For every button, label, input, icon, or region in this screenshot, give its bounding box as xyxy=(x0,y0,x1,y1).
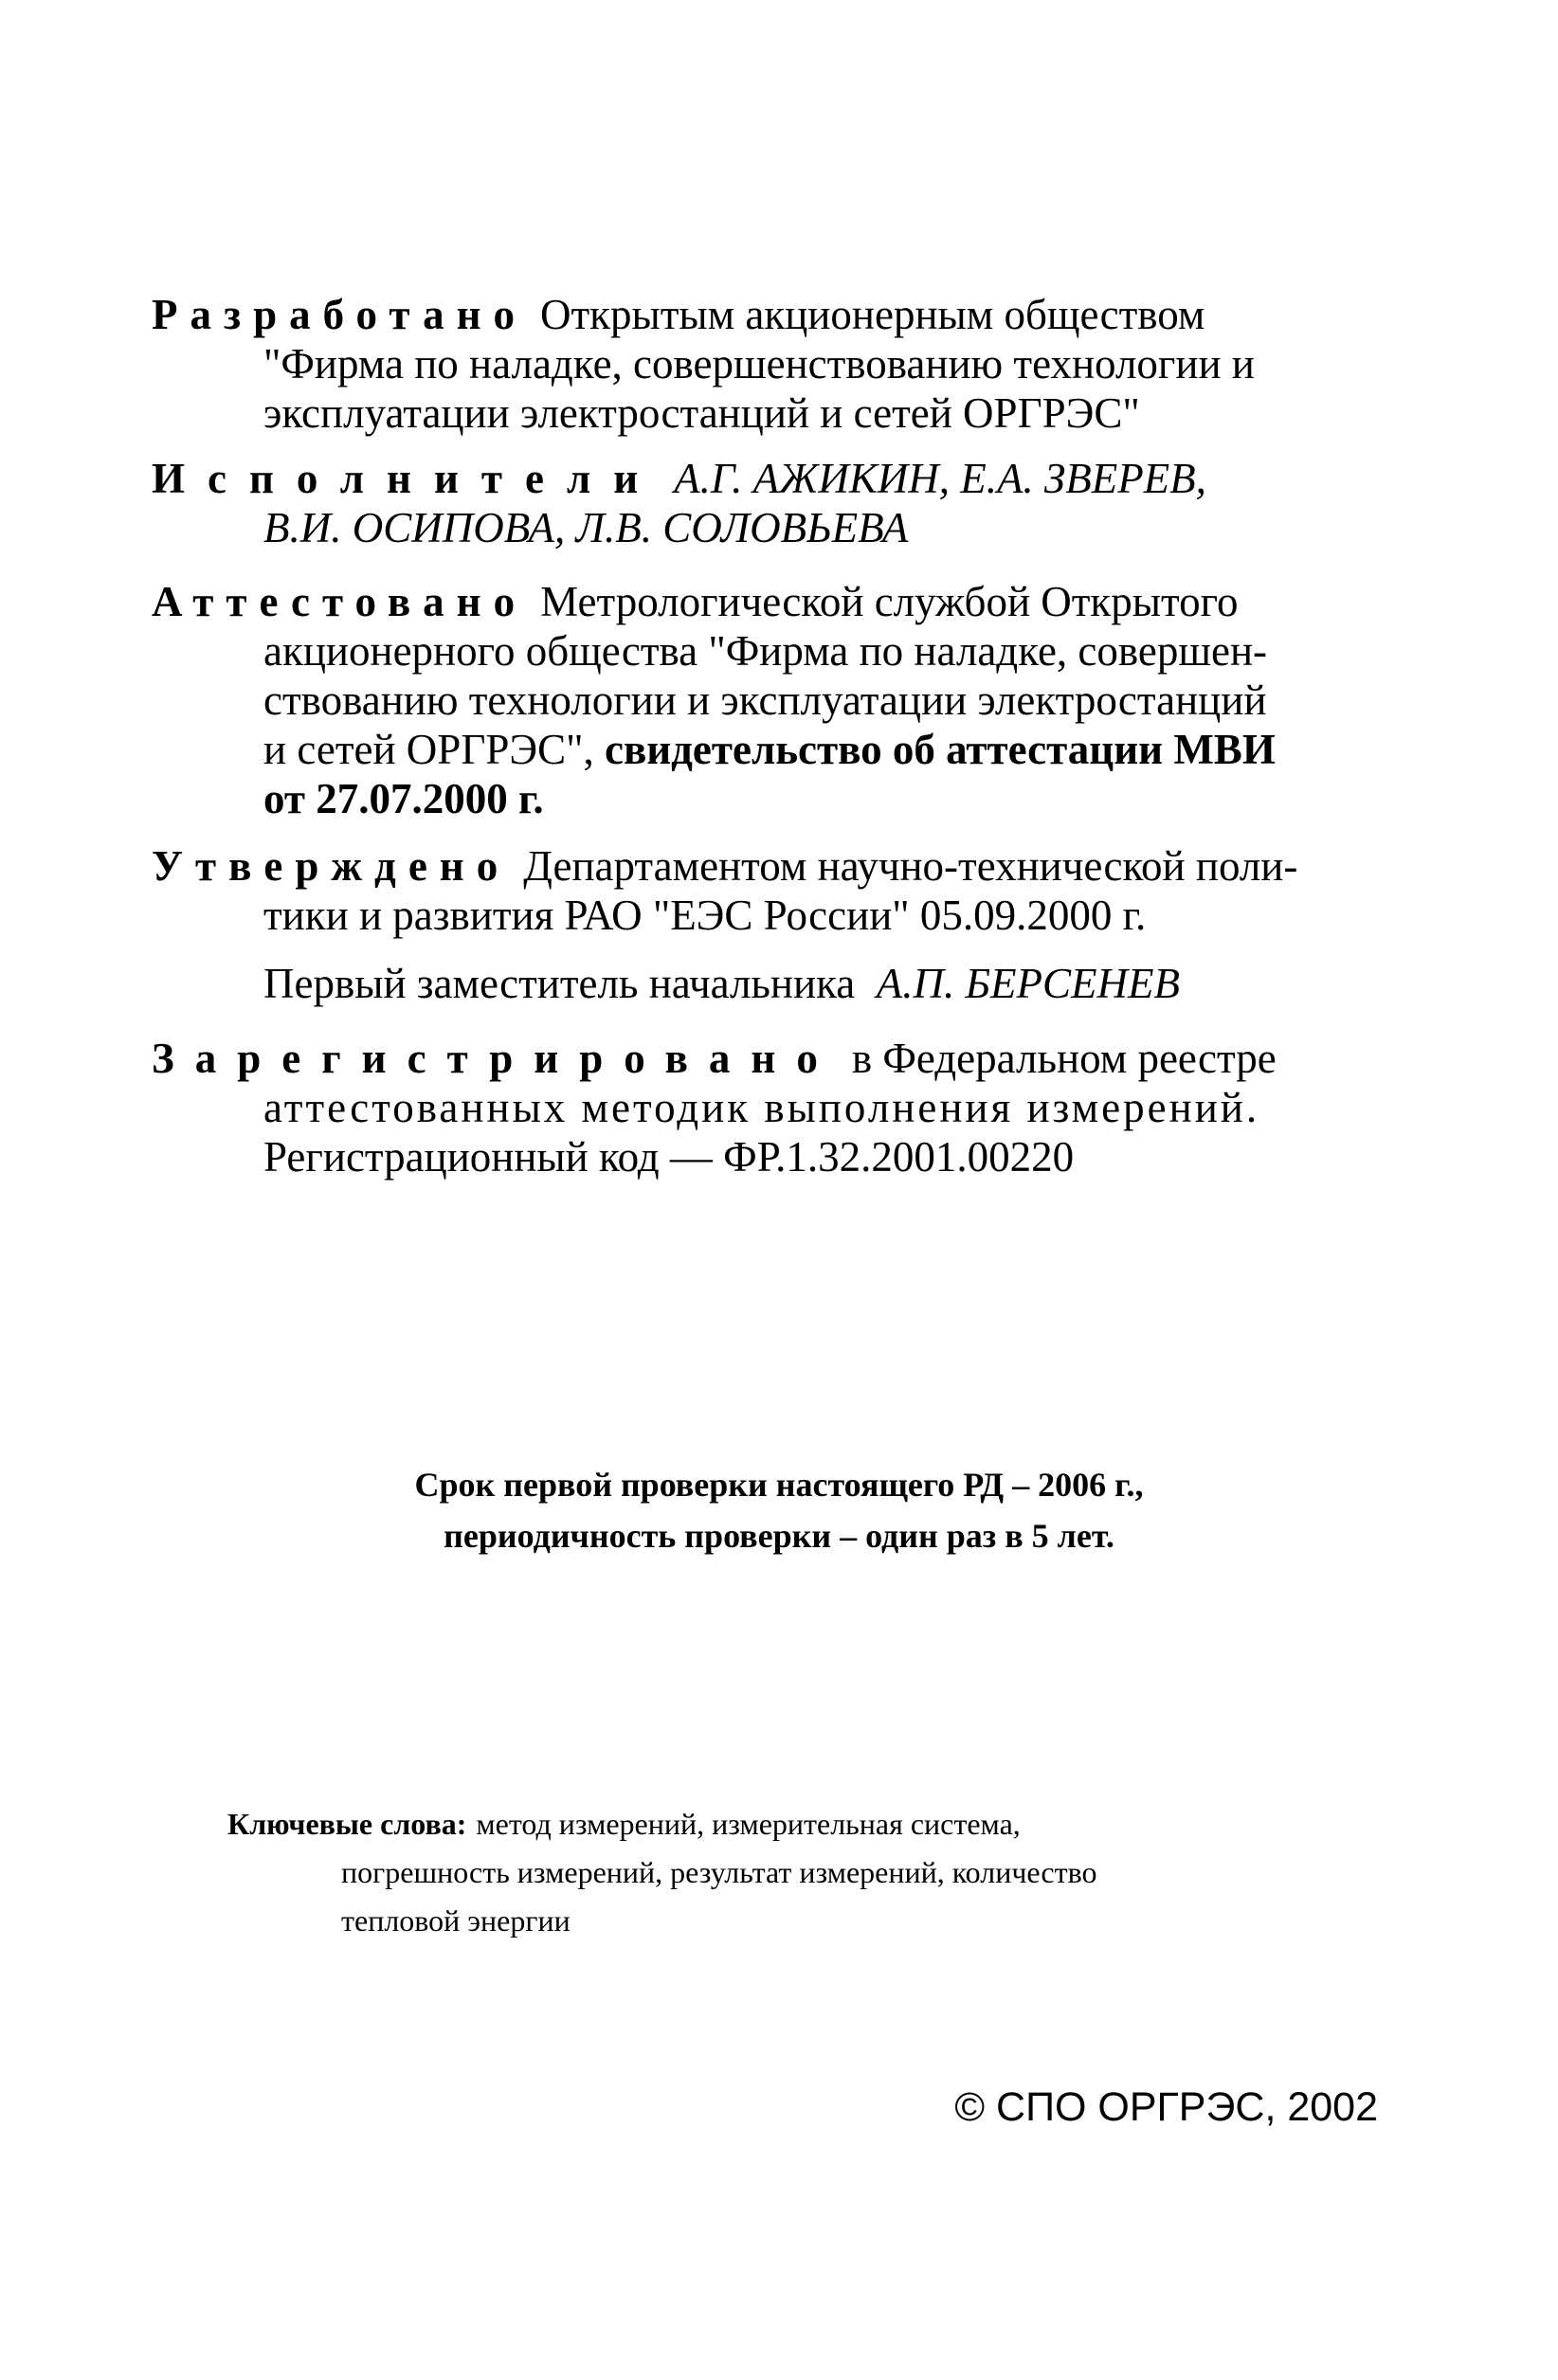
keywords-line2: погрешность измерений, результат измерений, количество xyxy=(341,1855,1097,1889)
attested-line1: Метрологической службой Открытого xyxy=(540,578,1239,625)
approved-line2: тики и развития РАО "ЕЭС России" 05.09.2000 г. xyxy=(263,892,1147,939)
keywords-line1: метод измерений, измерительная система, xyxy=(476,1807,1021,1841)
copyright-notice: © СПО ОРГРЭС, 2002 xyxy=(954,2084,1378,2130)
attested-key: Аттестовано xyxy=(152,578,528,625)
developed-line1: Открытым акционерным обществом xyxy=(540,291,1205,338)
approved-line1: Департаментом научно-технической поли- xyxy=(523,842,1298,890)
attested-line2: акционерного общества "Фирма по наладке, совершен- xyxy=(263,627,1268,675)
approved-entry xyxy=(152,841,1374,940)
developed-key: Разработано xyxy=(152,291,527,338)
deputy-title: Первый заместитель начальника xyxy=(263,960,856,1007)
keywords-label: Ключевые слова: xyxy=(227,1807,467,1841)
check-note-line1: Срок первой проверки настоящего РД – 2006 г., xyxy=(414,1466,1144,1504)
developed-line3: эксплуатации электростанций и сетей ОРГРЭС" xyxy=(263,389,1140,437)
check-note-line2: периодичность проверки – один раз в 5 лет. xyxy=(444,1517,1114,1555)
approved-key: Утверждено xyxy=(152,842,511,890)
developed-entry xyxy=(152,290,1374,438)
executors-entry xyxy=(152,454,1374,552)
attested-entry xyxy=(152,577,1374,823)
attested-line4b: свидетельство об аттестации МВИ xyxy=(604,726,1276,773)
attested-line5: от 27.07.2000 г. xyxy=(263,775,544,822)
attested-line3: ствованию технологии и эксплуатации электростанций xyxy=(263,676,1267,724)
registered-line2: аттестованных методик выполнения измерений. xyxy=(263,1084,1260,1131)
keywords-block xyxy=(227,1800,1374,1945)
registered-entry xyxy=(152,1034,1374,1181)
keywords-line3: тепловой энергии xyxy=(341,1903,571,1938)
registered-line1: в Федеральном реестре xyxy=(851,1035,1277,1082)
executors-line1: А.Г. АЖИКИН, Е.А. ЗВЕРЕВ, xyxy=(674,455,1206,502)
deputy-entry xyxy=(152,959,1374,1008)
registered-line3: Регистрационный код — ФР.1.32.2001.00220 xyxy=(263,1133,1075,1181)
check-period-note xyxy=(190,1459,1368,1561)
executors-key: Исполнители xyxy=(152,455,661,502)
registered-key: Зарегистрировано xyxy=(152,1035,839,1082)
deputy-name: А.П. БЕРСЕНЕВ xyxy=(876,960,1180,1007)
developed-line2: "Фирма по наладке, совершенствованию технологии и xyxy=(263,340,1255,388)
executors-line2: В.И. ОСИПОВА, Л.В. СОЛОВЬЕВА xyxy=(263,504,909,551)
attested-line4a: и сетей ОРГРЭС", xyxy=(263,726,594,773)
